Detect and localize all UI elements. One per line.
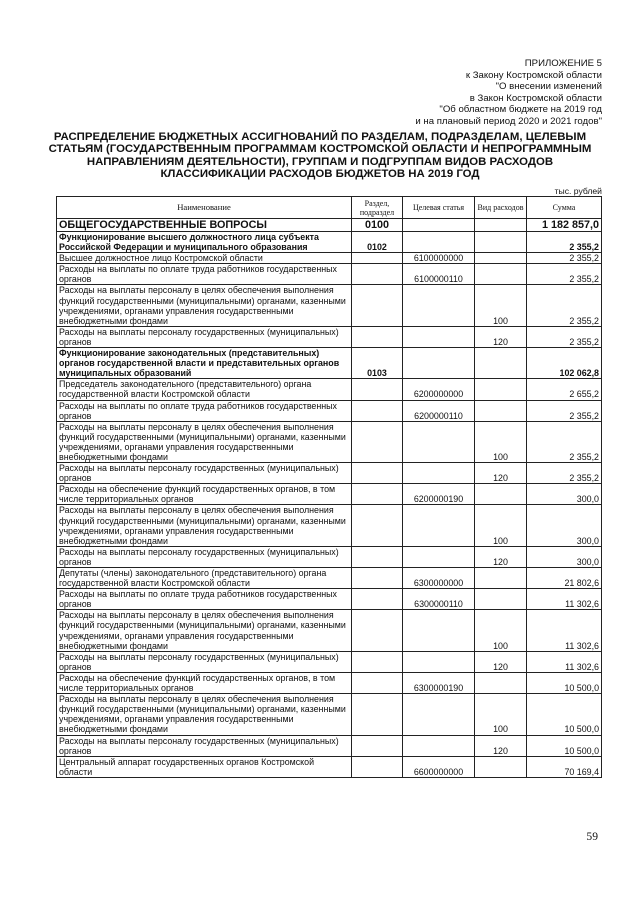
row-name: ОБЩЕГОСУДАРСТВЕННЫЕ ВОПРОСЫ — [57, 219, 352, 232]
row-sum: 2 355,2 — [527, 400, 602, 421]
appendix-line: ПРИЛОЖЕНИЕ 5 — [524, 58, 602, 69]
row-type — [475, 253, 527, 264]
appendix-line: "Об областном бюджете на 2019 год — [439, 104, 602, 116]
table-row — [57, 326, 602, 347]
row-name: Функционирование высшего должностного лица субъекта Российской Федерации и муниципального образования — [57, 232, 352, 253]
document-title: РАСПРЕДЕЛЕНИЕ БЮДЖЕТНЫХ АССИГНОВАНИЙ ПО РАЗДЕЛАМ, ПОДРАЗДЕЛАМ, ЦЕЛЕВЫМ СТАТЬЯМ (ГОСУДАРСТВЕННЫМ ПРОГРАММАМ КОСТРОМСКОЙ ОБЛАСТИ И НЕПРОГРАММНЫМ НАПРАВЛЕНИЯМ ДЕЯТЕЛЬНОСТИ), ГРУППАМ И ПОДГРУППАМ ВИДОВ РАСХОДОВ КЛАССИФИКАЦИИ РАСХОДОВ БЮДЖЕТОВ НА 2019 ГОД — [48, 131, 592, 181]
row-name: Расходы на выплаты персоналу в целях обеспечения выполнения функций государственными (муниципальными) органами, казенными учреждениями, органами управления государственными внебюджетными фондами — [57, 285, 352, 326]
table-row — [57, 421, 602, 462]
row-section — [352, 326, 403, 347]
row-sum: 300,0 — [527, 484, 602, 505]
row-target — [403, 651, 475, 672]
row-type: 120 — [475, 735, 527, 756]
column-header-name: Наименование — [57, 197, 352, 219]
row-sum: 10 500,0 — [527, 694, 602, 735]
row-section — [352, 651, 403, 672]
column-header-sum: Сумма — [527, 197, 602, 219]
row-name: Высшее должностное лицо Костромской области — [57, 253, 352, 264]
row-type — [475, 232, 527, 253]
row-sum: 2 355,2 — [527, 264, 602, 285]
row-name: Расходы на выплаты по оплате труда работников государственных органов — [57, 589, 352, 610]
row-section — [352, 694, 403, 735]
row-sum: 2 355,2 — [527, 285, 602, 326]
row-type — [475, 484, 527, 505]
row-sum: 11 302,6 — [527, 589, 602, 610]
row-name: Расходы на выплаты по оплате труда работников государственных органов — [57, 264, 352, 285]
row-type: 100 — [475, 285, 527, 326]
row-name: Расходы на выплаты персоналу в целях обеспечения выполнения функций государственными (муниципальными) органами, казенными учреждениями, органами управления государственными внебюджетными фондами — [57, 694, 352, 735]
row-type — [475, 264, 527, 285]
row-target: 6200000110 — [403, 400, 475, 421]
column-header-target: Целевая статья — [403, 197, 475, 219]
row-target: 6200000000 — [403, 379, 475, 400]
table-row — [57, 463, 602, 484]
row-name: Расходы на обеспечение функций государственных органов, в том числе территориальных органов — [57, 484, 352, 505]
row-type: 120 — [475, 651, 527, 672]
row-target — [403, 610, 475, 651]
table-row — [57, 232, 602, 253]
row-target: 6100000110 — [403, 264, 475, 285]
row-type — [475, 568, 527, 589]
row-name: Расходы на выплаты персоналу в целях обеспечения выполнения функций государственными (муниципальными) органами, казенными учреждениями, органами управления государственными внебюджетными фондами — [57, 421, 352, 462]
row-section — [352, 484, 403, 505]
row-section — [352, 756, 403, 777]
table-row — [57, 285, 602, 326]
row-type — [475, 756, 527, 777]
row-target — [403, 694, 475, 735]
row-target — [403, 219, 475, 232]
row-type — [475, 672, 527, 693]
row-section: 0103 — [352, 348, 403, 379]
row-section — [352, 610, 403, 651]
appendix-line: в Закон Костромской области — [469, 92, 602, 104]
table-row — [57, 264, 602, 285]
row-type — [475, 400, 527, 421]
row-name: Расходы на выплаты персоналу в целях обеспечения выполнения функций государственными (муниципальными) органами, казенными учреждениями, органами управления государственными внебюджетными фондами — [57, 505, 352, 546]
column-header-type: Вид расходов — [475, 197, 527, 219]
units-label: тыс. рублей — [554, 186, 602, 196]
row-sum: 2 355,2 — [527, 421, 602, 462]
row-type — [475, 379, 527, 400]
table-row — [57, 546, 602, 567]
table-row — [57, 694, 602, 735]
row-sum: 2 355,2 — [527, 326, 602, 347]
row-sum: 70 169,4 — [527, 756, 602, 777]
row-section — [352, 589, 403, 610]
row-type: 120 — [475, 463, 527, 484]
row-section — [352, 253, 403, 264]
table-row — [57, 651, 602, 672]
row-target: 6200000190 — [403, 484, 475, 505]
row-target — [403, 421, 475, 462]
table-row — [57, 568, 602, 589]
row-name: Расходы на выплаты персоналу государственных (муниципальных) органов — [57, 546, 352, 567]
table-body — [57, 219, 602, 778]
row-name: Расходы на выплаты по оплате труда работников государственных органов — [57, 400, 352, 421]
row-target — [403, 546, 475, 567]
row-type — [475, 219, 527, 232]
table-row — [57, 672, 602, 693]
row-section: 0102 — [352, 232, 403, 253]
row-target — [403, 348, 475, 379]
row-sum: 2 655,2 — [527, 379, 602, 400]
row-target — [403, 232, 475, 253]
row-type: 120 — [475, 546, 527, 567]
row-section — [352, 546, 403, 567]
row-section — [352, 264, 403, 285]
row-name: Функционирование законодательных (представительных) органов государственной власти и представительных органов муниципальных образований — [57, 348, 352, 379]
row-sum: 10 500,0 — [527, 672, 602, 693]
row-sum: 2 355,2 — [527, 463, 602, 484]
row-sum: 1 182 857,0 — [527, 219, 602, 232]
appendix-line: "О внесении изменений — [495, 81, 602, 93]
table-row — [57, 484, 602, 505]
row-target — [403, 285, 475, 326]
table-header-row — [57, 197, 602, 219]
row-section — [352, 400, 403, 421]
row-name: Председатель законодательного (представительного) органа государственной власти Костромской области — [57, 379, 352, 400]
row-sum: 102 062,8 — [527, 348, 602, 379]
row-target: 6300000110 — [403, 589, 475, 610]
row-name: Расходы на обеспечение функций государственных органов, в том числе территориальных органов — [57, 672, 352, 693]
row-target — [403, 505, 475, 546]
row-target — [403, 463, 475, 484]
table-row — [57, 505, 602, 546]
row-type: 120 — [475, 326, 527, 347]
table-row — [57, 735, 602, 756]
table-row — [57, 400, 602, 421]
table-row — [57, 348, 602, 379]
appendix-header — [342, 58, 602, 128]
row-target: 6600000000 — [403, 756, 475, 777]
row-section — [352, 505, 403, 546]
row-section: 0100 — [352, 219, 403, 232]
row-name: Расходы на выплаты персоналу государственных (муниципальных) органов — [57, 735, 352, 756]
row-name: Центральный аппарат государственных органов Костромской области — [57, 756, 352, 777]
table-row — [57, 379, 602, 400]
row-section — [352, 568, 403, 589]
appendix-line: и на плановый период 2020 и 2021 годов" — [415, 115, 602, 127]
budget-table — [56, 196, 602, 778]
row-target: 6300000190 — [403, 672, 475, 693]
table-row — [57, 610, 602, 651]
row-target: 6100000000 — [403, 253, 475, 264]
row-sum: 300,0 — [527, 546, 602, 567]
column-header-section: Раздел, подраздел — [352, 197, 403, 219]
row-section — [352, 735, 403, 756]
row-sum: 2 355,2 — [527, 232, 602, 253]
row-name: Расходы на выплаты персоналу в целях обеспечения выполнения функций государственными (муниципальными) органами, казенными учреждениями, органами управления государственными внебюджетными фондами — [57, 610, 352, 651]
row-sum: 2 355,2 — [527, 253, 602, 264]
table-row — [57, 219, 602, 232]
row-type: 100 — [475, 421, 527, 462]
row-type — [475, 348, 527, 379]
row-type — [475, 589, 527, 610]
row-name: Расходы на выплаты персоналу государственных (муниципальных) органов — [57, 463, 352, 484]
row-name: Расходы на выплаты персоналу государственных (муниципальных) органов — [57, 326, 352, 347]
row-type: 100 — [475, 694, 527, 735]
row-section — [352, 285, 403, 326]
row-section — [352, 421, 403, 462]
row-sum: 21 802,6 — [527, 568, 602, 589]
row-sum: 11 302,6 — [527, 610, 602, 651]
row-type: 100 — [475, 505, 527, 546]
row-section — [352, 672, 403, 693]
row-sum: 11 302,6 — [527, 651, 602, 672]
row-name: Депутаты (члены) законодательного (представительного) органа государственной власти Костромской области — [57, 568, 352, 589]
row-name: Расходы на выплаты персоналу государственных (муниципальных) органов — [57, 651, 352, 672]
row-section — [352, 463, 403, 484]
row-section — [352, 379, 403, 400]
row-target: 6300000000 — [403, 568, 475, 589]
table-row — [57, 253, 602, 264]
row-target — [403, 326, 475, 347]
table-row — [57, 589, 602, 610]
row-sum: 10 500,0 — [527, 735, 602, 756]
row-type: 100 — [475, 610, 527, 651]
row-target — [403, 735, 475, 756]
appendix-line: к Закону Костромской области — [465, 69, 602, 81]
table-row — [57, 756, 602, 777]
page-number: 59 — [586, 830, 598, 843]
row-sum: 300,0 — [527, 505, 602, 546]
